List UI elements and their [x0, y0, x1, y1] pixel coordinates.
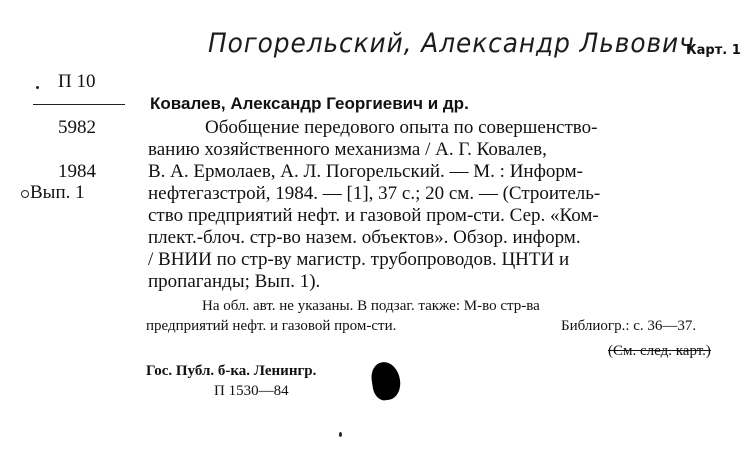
library-stamp-number: П 1530—84 — [214, 383, 289, 399]
entry-line: ванию хозяйственного механизма / А. Г. Ковалев, — [148, 139, 547, 160]
handwritten-name: Погорельский, Александр Львович — [208, 28, 695, 59]
entry-heading: Ковалев, Александр Георгиевич и др. — [150, 94, 469, 113]
shelfmark-number: 5982 — [58, 117, 96, 138]
speck — [339, 432, 342, 437]
ink-blot — [369, 360, 402, 402]
shelfmark-issue: Вып. 1 — [30, 182, 85, 203]
entry-line: Обобщение передового опыта по совершенство- — [205, 117, 598, 138]
entry-line: В. А. Ермолаев, А. Л. Погорельский. — М. : Информ- — [148, 161, 583, 182]
see-next-card: (См. след. карт.) — [608, 343, 711, 359]
entry-line: ство предприятий нефт. и газовой пром-сти. Сер. «Ком- — [148, 205, 599, 226]
bibliography-note: Библиогр.: с. 36—37. — [561, 318, 697, 334]
note-line: На обл. авт. не указаны. В подзаг. также: М-во стр-ва — [202, 298, 540, 314]
ring-mark — [21, 190, 29, 198]
shelfmark-year: 1984 — [58, 161, 96, 182]
entry-line: пропаганды; Вып. 1). — [148, 271, 321, 292]
speck — [36, 86, 39, 89]
entry-line: нефтегазстрой, 1984. — [1], 37 с.; 20 см. — (Строитель- — [148, 183, 601, 204]
note-line: предприятий нефт. и газовой пром-сти. — [146, 318, 397, 334]
entry-line: плект.-блоч. стр-во назем. объектов». Обзор. информ. — [148, 227, 581, 248]
entry-line: / ВНИИ по стр-ву магистр. трубопроводов. ЦНТИ и — [148, 249, 570, 270]
shelfmark-code: П 10 — [58, 71, 96, 92]
shelfmark-rule — [33, 104, 125, 105]
card-number-mark: Карт. 1 — [686, 43, 741, 58]
library-name: Гос. Публ. б-ка. Ленингр. — [146, 363, 317, 379]
